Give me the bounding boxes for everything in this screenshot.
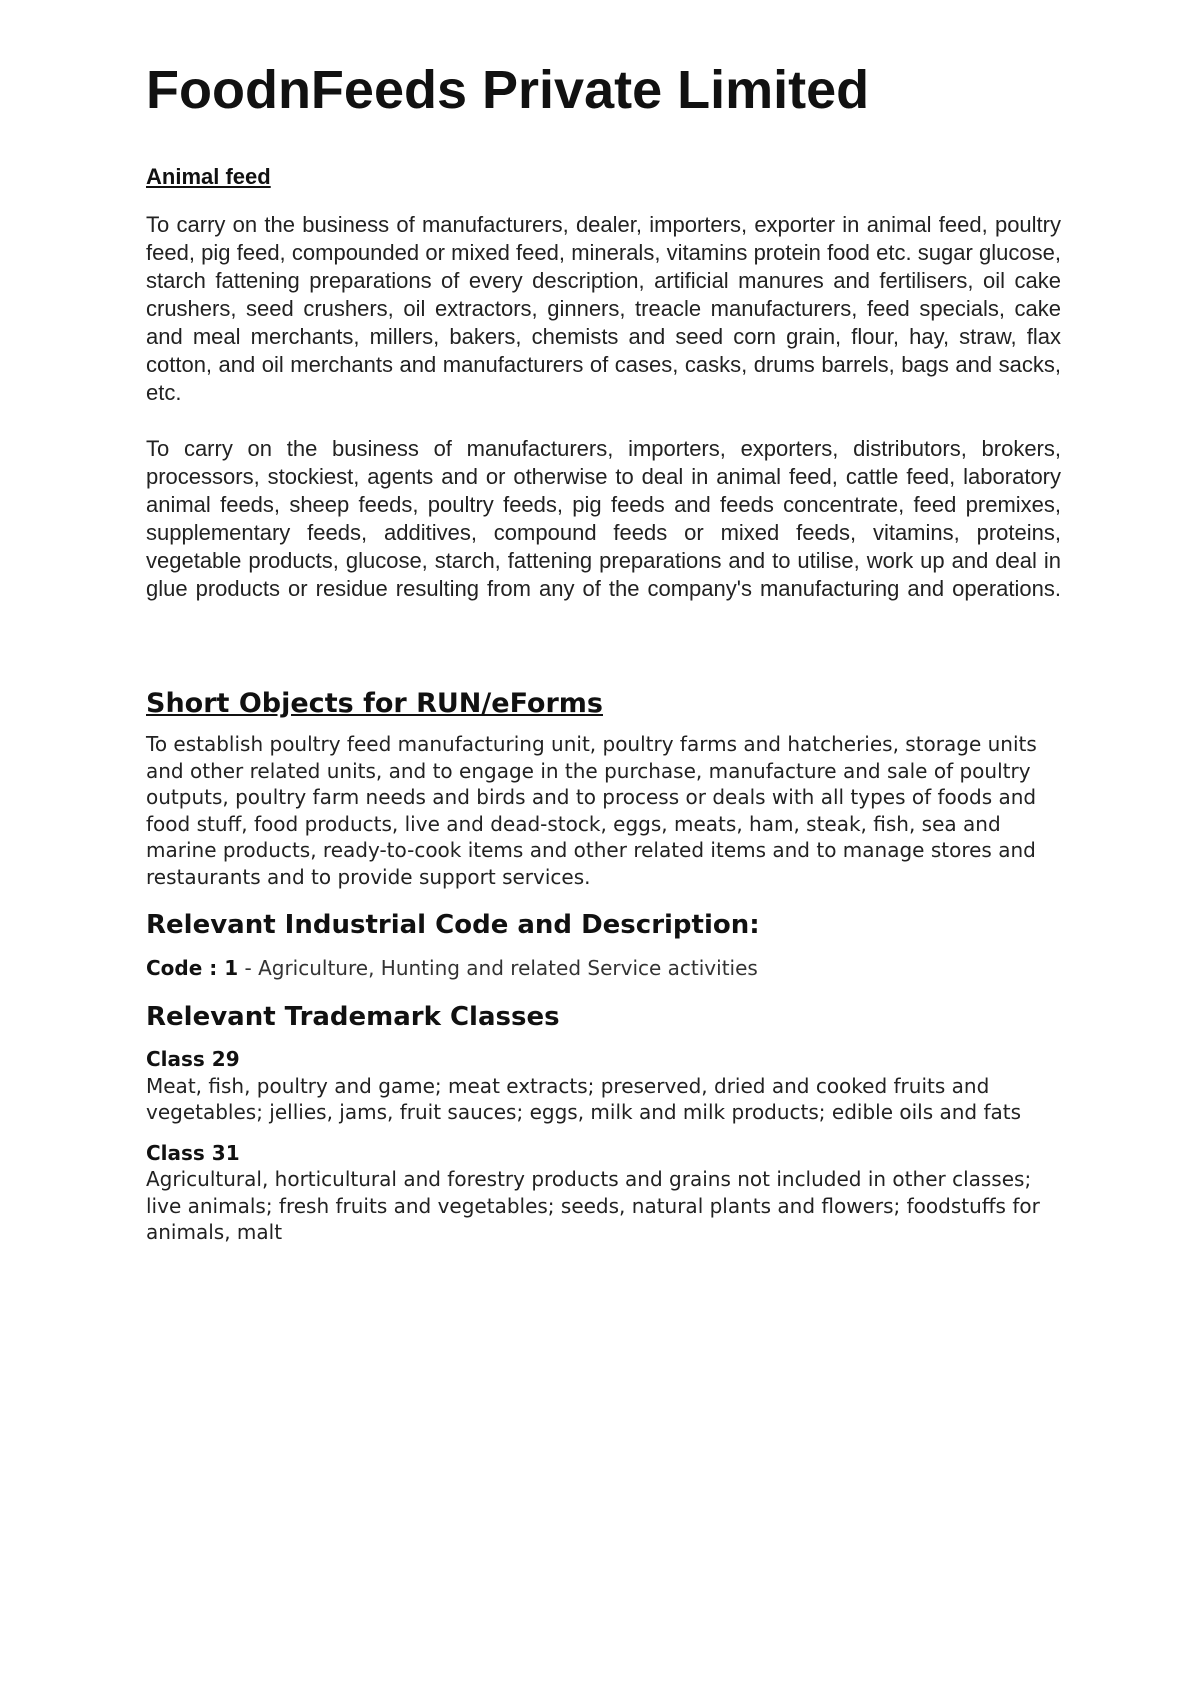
industrial-code-label: Code : 1: [146, 956, 239, 980]
class-31-title: Class 31: [146, 1140, 240, 1165]
document-page: [146, 55, 1061, 1260]
class-29-title: Class 29: [146, 1047, 240, 1071]
company-title: FoodnFeeds Private Limited: [146, 60, 870, 120]
animal-feed-heading: Animal feed: [146, 164, 271, 189]
industrial-code-description: - Agriculture, Hunting and related Service activities: [238, 956, 758, 980]
animal-feed-paragraph-2: To carry on the business of manufacturers, importers, exporters, distributors, brokers, processors, stockiest, agents and or otherwise to deal in animal feed, cattle feed, laboratory animal feeds, sheep feeds, poultry feeds, pig feeds and feeds concentrate, feed premixes, supplementary feeds, additives, compound feeds or mixed feeds, vitamins, proteins, vegetable products, glucose, starch, fattening preparations and to utilise, work up and deal in glue products or residue resulting from any of the company's manufacturing and operations.: [146, 436, 1061, 601]
class-29-text: Meat, fish, poultry and game; meat extracts; preserved, dried and cooked fruits and vegetables; jellies, jams, fruit sauces; eggs, milk and milk products; edible oils and fats: [146, 1073, 1022, 1124]
animal-feed-paragraph-1: To carry on the business of manufacturers, dealer, importers, exporter in animal feed, poultry feed, pig feed, compounded or mixed feed, minerals, vitamins protein food etc. sugar glucose, starch fattening preparations of every description, artificial manures and fertilisers, oil cake crushers, seed crushers, oil extractors, ginners, treacle manufacturers, feed specials, cake and meal merchants, millers, bakers, chemists and seed corn grain, flour, hay, straw, flax cotton, and oil merchants and manufacturers of cases, casks, drums barrels, bags and sacks, etc.: [146, 212, 1061, 405]
trademark-class-31: [146, 1140, 1061, 1246]
industrial-code-line: [146, 954, 1061, 982]
industrial-code-heading: Relevant Industrial Code and Description:: [146, 910, 760, 940]
short-objects-heading: Short Objects for RUN/eForms: [146, 688, 603, 719]
trademark-heading: Relevant Trademark Classes: [146, 1002, 560, 1032]
trademark-class-29: [146, 1046, 1061, 1126]
class-31-text: Agricultural, horticultural and forestry products and grains not included in other classes; live animals; fresh fruits and vegetables; seeds, natural plants and flowers; foodstuffs for animals, malt: [146, 1167, 1040, 1244]
short-objects-text: To establish poultry feed manufacturing unit, poultry farms and hatcheries, storage units and other related units, and to engage in the purchase, manufacture and sale of poultry outputs, poultry farm needs and birds and to process or deals with all types of foods and food stuff, food products, live and dead-stock, eggs, meats, ham, steak, fish, sea and marine products, ready-to-cook items and other related items and to manage stores and restaurants and to provide support services.: [146, 732, 1037, 889]
